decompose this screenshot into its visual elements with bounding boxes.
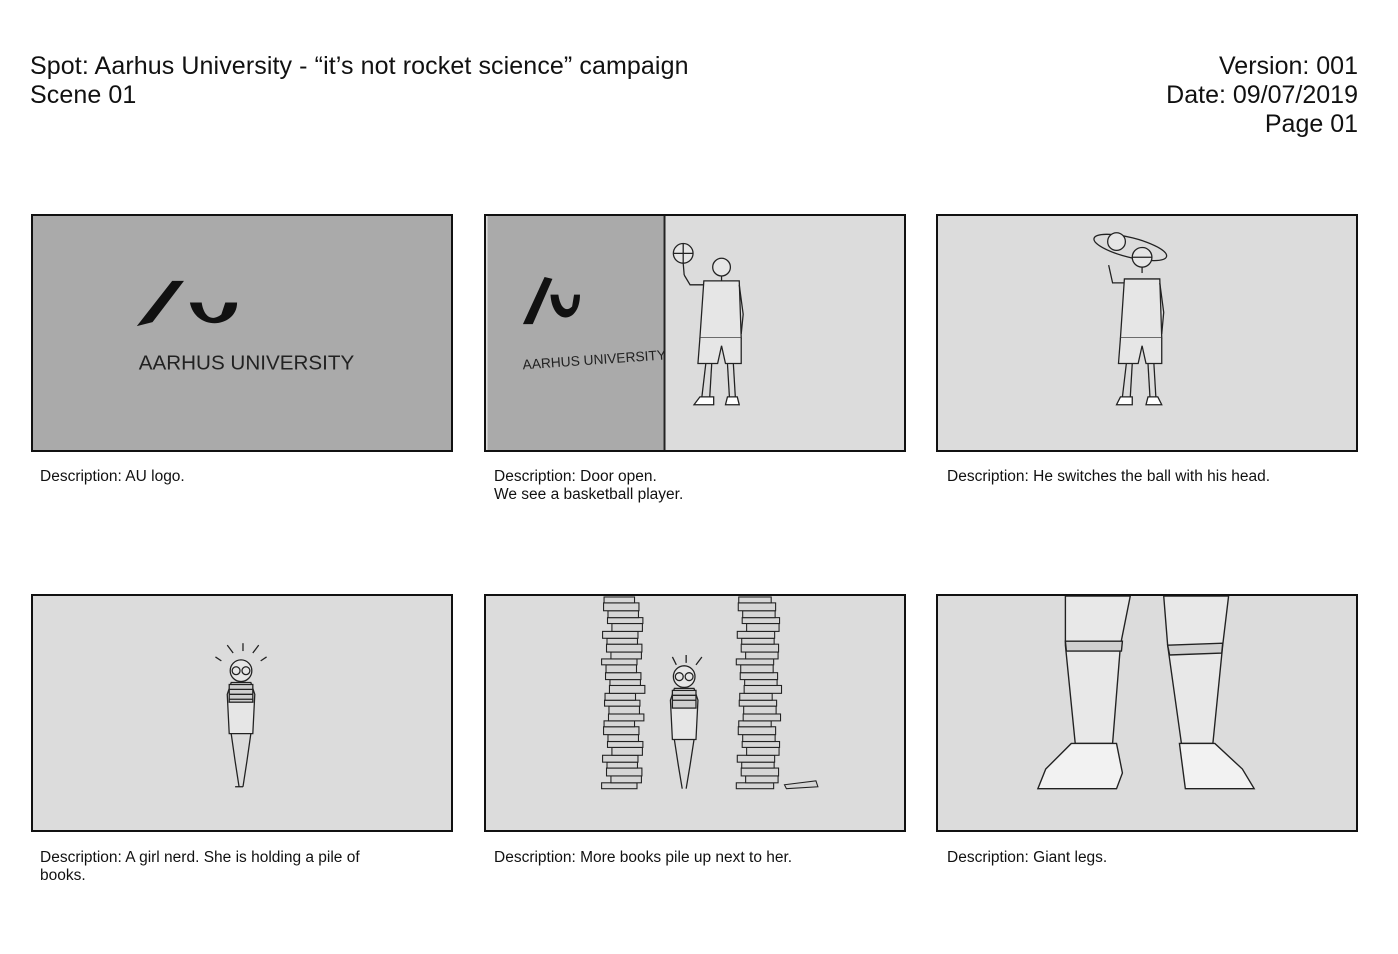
- book-icon: [607, 638, 637, 644]
- door-logo-text: AARHUS UNIVERSITY: [522, 347, 667, 373]
- book-icon: [741, 644, 778, 652]
- book-icon: [608, 735, 638, 742]
- book-icon: [603, 631, 638, 638]
- book-icon: [608, 714, 643, 721]
- door-logo-side: [488, 216, 665, 450]
- shoe-left: [1038, 743, 1123, 788]
- panel-4-description: Description: A girl nerd. She is holding a pile of books.: [40, 849, 360, 884]
- book-icon: [604, 721, 634, 727]
- book-icon: [607, 742, 642, 748]
- book-icon: [604, 603, 639, 611]
- book-icon: [606, 673, 641, 680]
- fallen-book: [784, 781, 817, 789]
- book-icon: [747, 624, 779, 632]
- book-icon: [746, 776, 778, 783]
- book-icon: [608, 611, 638, 618]
- panel-3-description: Description: He switches the ball with his head.: [947, 468, 1271, 485]
- book-icon: [744, 685, 781, 693]
- spot-title: Spot: Aarhus University - “it’s not rocket science” campaign: [30, 52, 689, 80]
- storyboard-header-right: [1166, 52, 1358, 139]
- book-icon: [739, 597, 771, 603]
- book-icon: [607, 768, 642, 776]
- shoe-right: [1179, 743, 1254, 788]
- date-label: Date: 09/07/2019: [1166, 81, 1358, 109]
- book-icon: [737, 631, 774, 638]
- book-icon: [605, 693, 635, 700]
- book-icon: [743, 611, 775, 618]
- storyboard-panel-1: [31, 214, 453, 452]
- basketball-player-figure: [673, 244, 743, 405]
- storyboard-header-left: [30, 52, 689, 110]
- book-icon: [607, 644, 642, 652]
- book-icon: [737, 755, 774, 762]
- book-icon: [738, 727, 775, 735]
- book-icon: [736, 783, 773, 789]
- girl-figure: [670, 655, 701, 789]
- book-icon: [745, 680, 777, 686]
- book-icon: [736, 659, 773, 665]
- book-icon: [744, 706, 776, 714]
- book-icon: [741, 768, 778, 776]
- page-label: Page 01: [1264, 110, 1358, 138]
- au-logo-text: AARHUS UNIVERSITY: [138, 351, 355, 375]
- storyboard-panel-2: [484, 214, 906, 452]
- book-icon: [740, 693, 772, 700]
- book-icon: [602, 659, 637, 665]
- panel-1-description: Description: AU logo.: [40, 468, 185, 485]
- scene-label: Scene 01: [30, 81, 137, 109]
- girl-figure: [215, 643, 266, 787]
- book-icon: [739, 721, 771, 727]
- book-icon: [747, 747, 779, 755]
- ball-motion-orbit: [1092, 229, 1169, 266]
- book-icon: [746, 652, 778, 659]
- head-switch-sketch: [938, 216, 1356, 450]
- book-icon: [607, 762, 637, 768]
- giant-legs-figure: [1038, 596, 1254, 789]
- storyboard-panel-4: [31, 594, 453, 832]
- sock-band-left: [1065, 641, 1122, 651]
- book-icon: [609, 685, 644, 693]
- book-icon: [605, 700, 640, 706]
- book-icon: [738, 603, 775, 611]
- storyboard-panel-6: [936, 594, 1358, 832]
- giant-legs-sketch: [938, 596, 1356, 830]
- book-icon: [611, 652, 641, 659]
- storyboard-panel-3: [936, 214, 1358, 452]
- girl-nerd-sketch: [33, 596, 451, 830]
- book-icon: [611, 776, 641, 783]
- book-icon: [741, 665, 773, 673]
- book-icon: [610, 680, 640, 686]
- book-icon: [612, 624, 642, 632]
- book-icon: [607, 618, 642, 624]
- book-icon: [739, 700, 776, 706]
- au-logo-curve: [190, 303, 237, 324]
- book-stacks-sketch: [486, 596, 904, 830]
- book-icon: [742, 762, 774, 768]
- basketball-icon: [1108, 233, 1126, 251]
- book-pile-icon: [672, 690, 696, 708]
- book-icon: [740, 673, 777, 680]
- book-stack-right: [736, 597, 781, 789]
- book-icon: [743, 735, 775, 742]
- panel-6-description: Description: Giant legs.: [947, 849, 1108, 866]
- book-icon: [743, 714, 780, 721]
- book-icon: [602, 783, 637, 789]
- book-icon: [604, 727, 639, 735]
- book-icon: [606, 665, 636, 673]
- storyboard-panel-5: [484, 594, 906, 832]
- book-icon: [604, 597, 634, 603]
- door-basketball-sketch: [486, 216, 904, 450]
- panel-2-description: Description: Door open. We see a basketball player.: [494, 468, 684, 503]
- book-icon: [609, 706, 639, 714]
- book-stack-left: [602, 597, 645, 789]
- basketball-player-figure: [1092, 229, 1169, 405]
- version-label: Version: 001: [1219, 52, 1358, 80]
- book-icon: [612, 747, 642, 755]
- au-logo-slash: [137, 281, 184, 326]
- book-icon: [603, 755, 638, 762]
- book-icon: [742, 742, 779, 748]
- book-icon: [742, 618, 779, 624]
- sock-band-right: [1168, 643, 1223, 655]
- book-icon: [742, 638, 774, 644]
- panel-5-description: Description: More books pile up next to her.: [494, 849, 793, 866]
- au-logo-sketch: [33, 216, 451, 450]
